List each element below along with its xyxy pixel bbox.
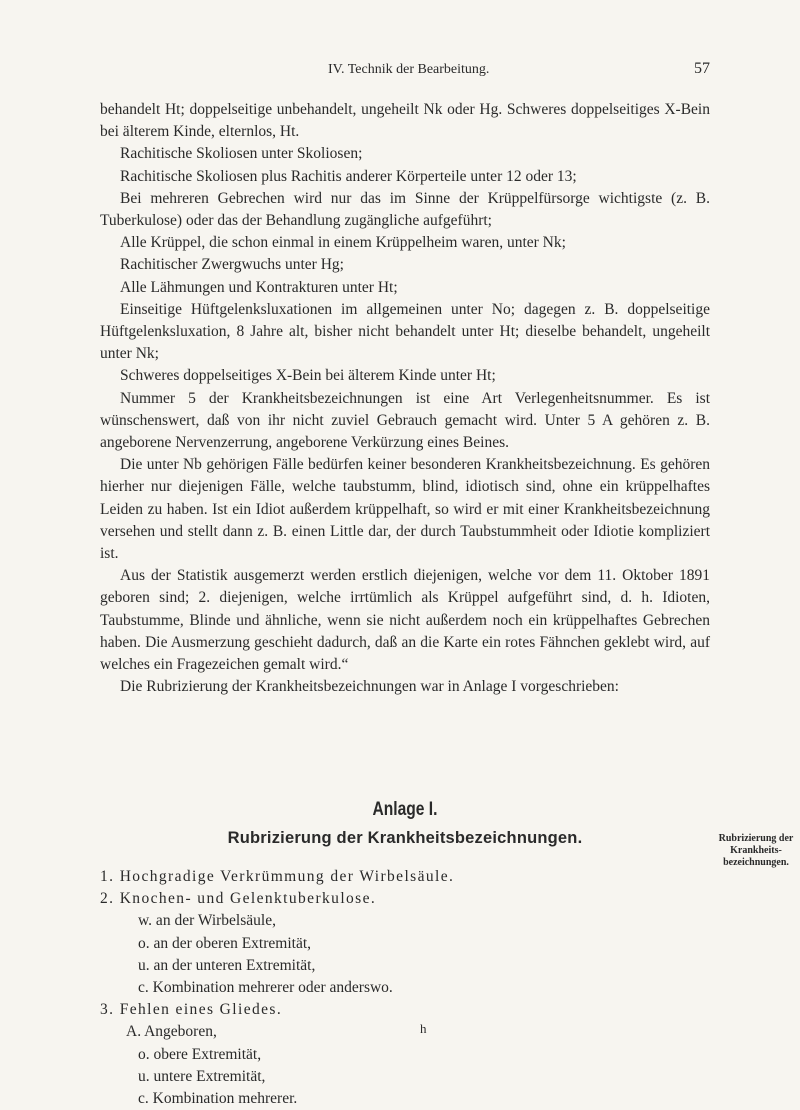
appendix-list: [100, 866, 710, 1110]
list-item: 2. Knochen- und Gelenktuberkulose.: [100, 890, 377, 908]
body-text: [100, 99, 710, 698]
chapter-title: IV. Technik der Bearbeitung.: [328, 62, 490, 77]
list-item: 1. Hochgradige Verkrümmung der Wirbelsäule.: [100, 868, 455, 885]
list-item: o. an der oberen Extremität,: [138, 934, 312, 952]
list-item: u. untere Extremität,: [138, 1067, 266, 1085]
list-item: c. Kombination mehrerer oder anderswo.: [138, 979, 393, 997]
page-number: 57: [694, 60, 710, 77]
paragraph: Rachitischer Zwergwuchs unter Hg;: [120, 256, 344, 274]
paragraph: Nummer 5 der Krankheitsbezeichnungen ist eine Art Verlegenheitsnummer. Es ist wünschenswert, daß von ihr nicht zuviel Gebrauch gemacht wird. Unter 5 A gehören z. B. angeborene Nervenzerrung, angeborene Verkürzung eines Beines.: [100, 389, 710, 452]
list-item: 3. Fehlen eines Gliedes.: [100, 1001, 283, 1019]
paragraph: Einseitige Hüftgelenksluxationen im allgemeinen unter No; dagegen z. B. doppelseitige Hüftgelenksluxation, 8 Jahre alt, bisher nicht behandelt unter Ht; dieselbe behandelt, ungeheilt unter Nk;: [100, 300, 710, 363]
paragraph: Rachitische Skoliosen plus Rachitis anderer Körperteile unter 12 oder 13;: [120, 167, 577, 185]
appendix-title: Anlage I.: [372, 799, 438, 820]
list-item: u. an der unteren Extremität,: [138, 956, 316, 974]
margin-note: Rubrizierung der Krankheits-bezeichnungen.: [718, 833, 794, 868]
list-item: o. obere Extremität,: [138, 1045, 262, 1063]
paragraph: Aus der Statistik ausgemerzt werden erstlich diejenigen, welche vor dem 11. Oktober 1891 geboren sind; 2. diejenigen, welche irrtümlich als Krüppel aufgeführt sind, d. h. Idioten, Taubstumme, Blinde und ähnliche, wenn sie nicht außerdem noch ein krüppelhaftes Gebrechen haben. Die Ausmerzung geschieht dadurch, daß an die Karte ein rotes Fähnchen geklebt wird, auf welches ein Fragezeichen gemalt wird.“: [100, 567, 710, 674]
paragraph: behandelt Ht; doppelseitige unbehandelt, ungeheilt Nk oder Hg. Schweres doppelseitiges X-Bein bei älterem Kinde, elternlos, Ht.: [100, 101, 710, 141]
paragraph: Rachitische Skoliosen unter Skoliosen;: [120, 145, 363, 163]
signature-mark: h: [420, 1021, 427, 1036]
paragraph: Alle Krüppel, die schon einmal in einem Krüppelheim waren, unter Nk;: [120, 234, 566, 252]
paragraph: Die unter Nb gehörigen Fälle bedürfen keiner besonderen Krankheitsbezeichnung. Es gehören hierher nur diejenigen Fälle, welche taubstumm, blind, idiotisch sind, ohne ein krüppelhaftes Leiden zu haben. Ist ein Idiot außerdem krüppelhaft, so wird er mit einer Krankheitsbezeichnung versehen und stellt dann z. B. einen Little dar, der durch Taubstummheit oder Idiotie kompliziert ist.: [100, 456, 710, 563]
list-item: w. an der Wirbelsäule,: [138, 912, 276, 930]
paragraph: Bei mehreren Gebrechen wird nur das im Sinne der Krüppelfürsorge wichtigste (z. B. Tuberkulose) oder das der Behandlung zugängliche aufgeführt;: [100, 189, 710, 230]
paragraph: Alle Lähmungen und Kontrakturen unter Ht;: [120, 278, 398, 296]
list-item: c. Kombination mehrerer.: [138, 1090, 298, 1108]
paragraph: Die Rubrizierung der Krankheitsbezeichnungen war in Anlage I vorgeschrieben:: [120, 678, 619, 696]
appendix-heading: Rubrizierung der Krankheitsbezeichnungen.: [227, 829, 583, 847]
list-item: A. Angeboren,: [126, 1023, 217, 1041]
paragraph: Schweres doppelseitiges X-Bein bei älterem Kinde unter Ht;: [120, 367, 496, 385]
